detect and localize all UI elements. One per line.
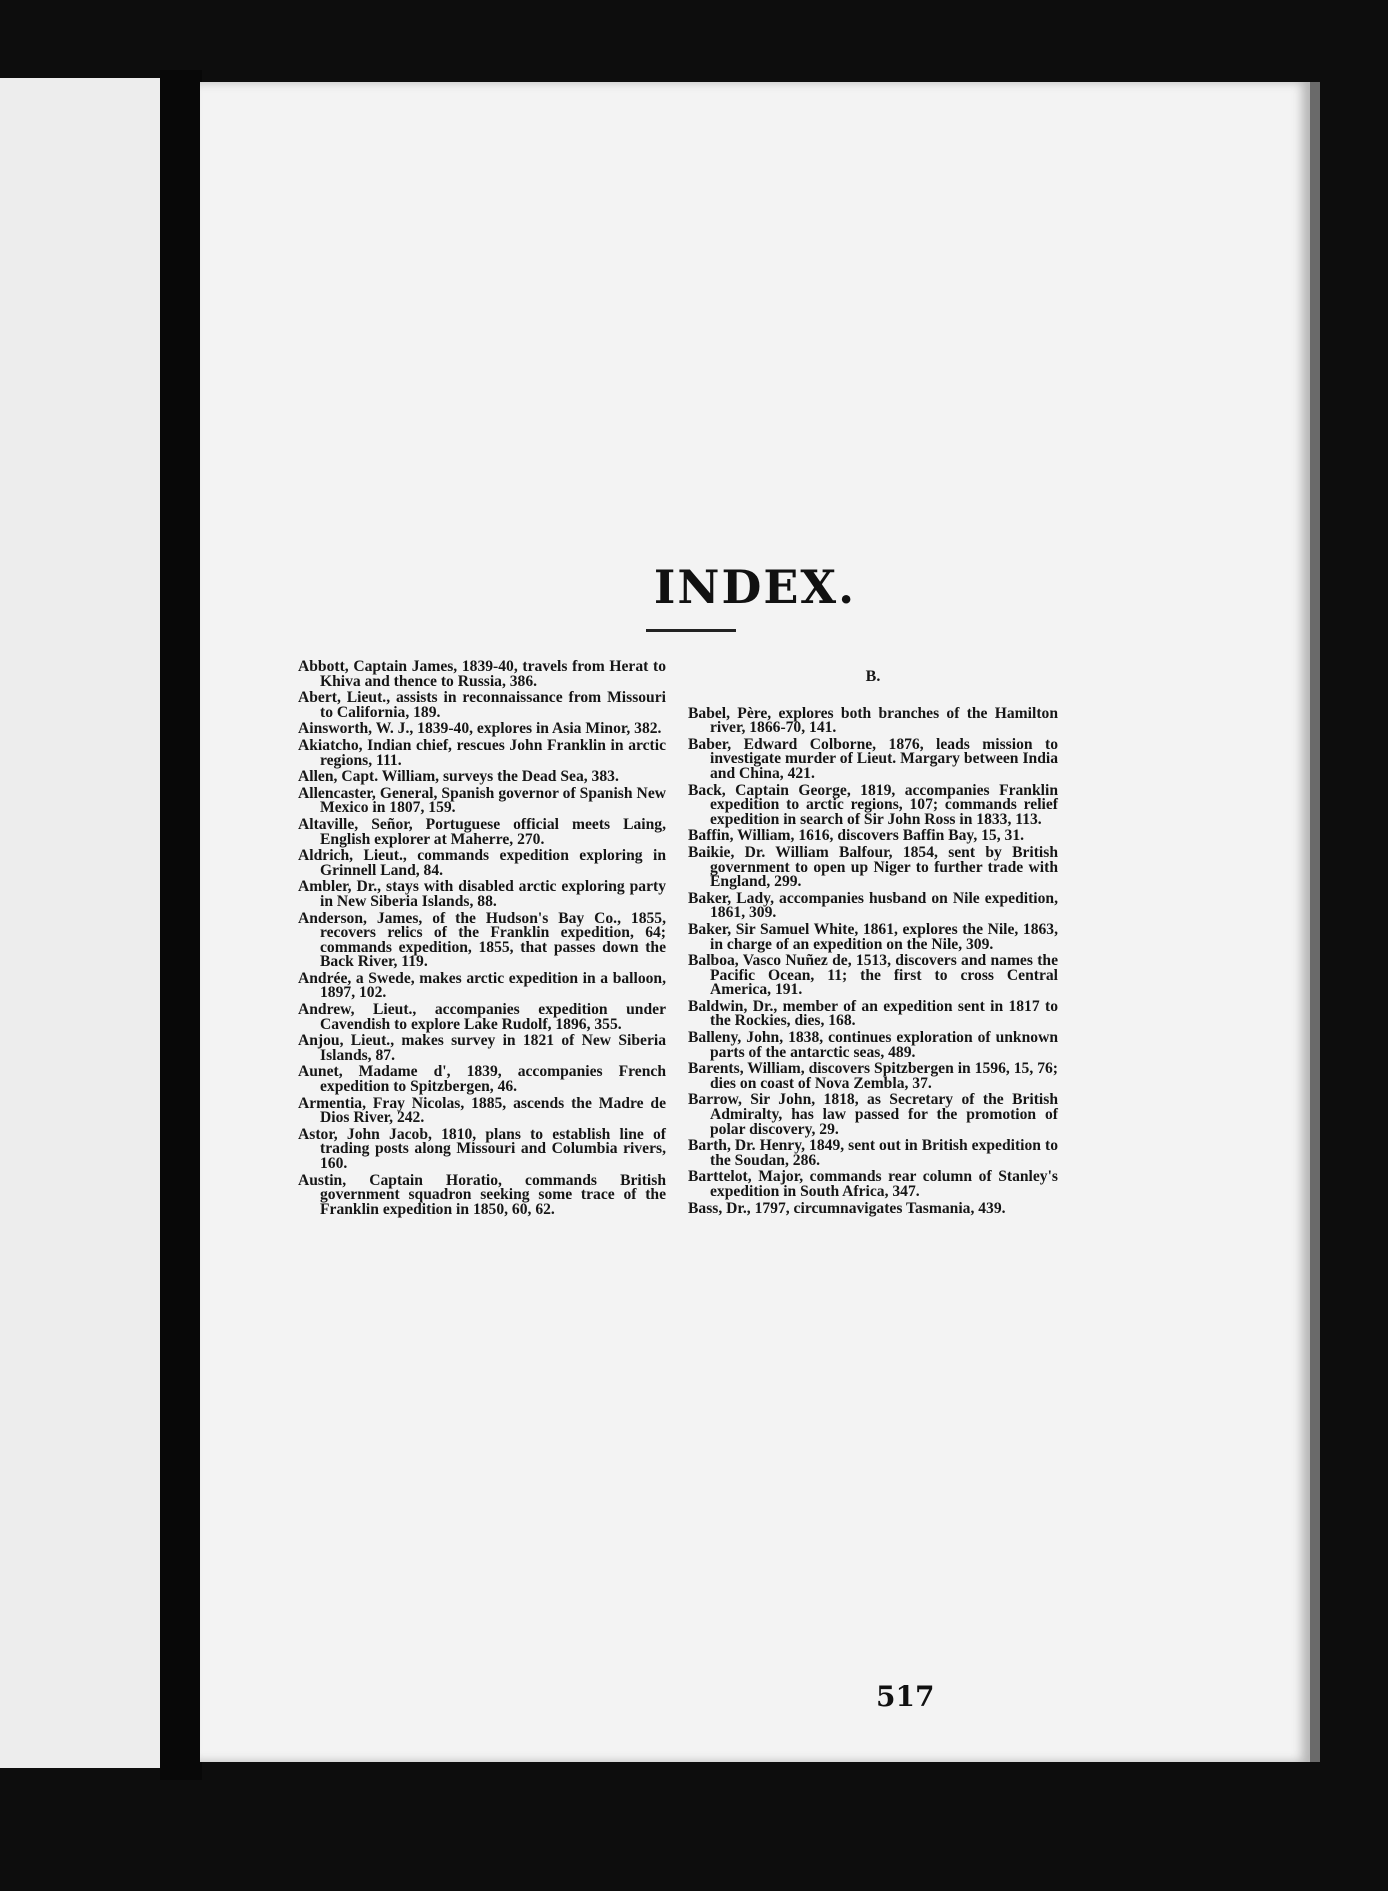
page-number: 517 [876, 1680, 935, 1713]
index-entry: Abert, Lieut., assists in reconnaissance from Missouri to California, 189. [298, 689, 666, 721]
index-entry: Akiatcho, Indian chief, rescues John Franklin in arctic regions, 111. [298, 736, 666, 769]
section-letter: B. [865, 668, 881, 685]
index-column-right [688, 660, 1058, 1218]
index-entry: Baker, Lady, accompanies husband on Nile expedition, 1861, 309. [688, 889, 1058, 922]
book-gutter [160, 70, 202, 1780]
title-rule [646, 629, 736, 632]
index-entry: Aldrich, Lieut., commands expedition exploring in Grinnell Land, 84. [298, 847, 666, 879]
index-column-left [298, 660, 666, 1219]
index-entry: Baldwin, Dr., member of an expedition sent in 1817 to the Rockies, dies, 168. [688, 997, 1058, 1030]
index-entry: Astor, John Jacob, 1810, plans to establish line of trading posts along Missouri and Columbia rivers, 160. [298, 1125, 666, 1172]
index-entry: Balleny, John, 1838, continues exploration of unknown parts of the antarctic seas, 489. [688, 1029, 1058, 1061]
index-entry: Back, Captain George, 1819, accompanies Franklin expedition to arctic regions, 107; commands relief expedition in search of Sir John Ross in 1833, 113. [688, 781, 1058, 828]
facing-page [0, 78, 160, 1768]
index-entry: Andrée, a Swede, makes arctic expedition in a balloon, 1897, 102. [298, 969, 666, 1002]
index-entry: Aunet, Madame d', 1839, accompanies French expedition to Spitzbergen, 46. [298, 1063, 666, 1096]
index-entry: Altaville, Señor, Portuguese official meets Laing, English explorer at Maherre, 270. [298, 815, 666, 848]
index-entry: Barrow, Sir John, 1818, as Secretary of the British Admiralty, has law passed for the promotion of polar discovery, 29. [688, 1091, 1058, 1138]
index-entry: Baikie, Dr. William Balfour, 1854, sent by British government to open up Niger to further trade with England, 299. [688, 843, 1058, 891]
index-entry: Abbott, Captain James, 1839-40, travels from Herat to Khiva and thence to Russia, 386. [298, 658, 666, 690]
index-entry: Ainsworth, W. J., 1839-40, explores in Asia Minor, 382. [298, 720, 662, 738]
index-entry: Baffin, William, 1616, discovers Baffin Bay, 15, 31. [688, 827, 1025, 845]
index-entry: Armentia, Fray Nicolas, 1885, ascends the Madre de Dios River, 242. [298, 1094, 666, 1127]
index-entry: Anderson, James, of the Hudson's Bay Co., 1855, recovers relics of the Franklin expedition, 64; commands expedition, 1855, that passes down the Back River, 119. [298, 909, 666, 971]
index-entry: Allen, Capt. William, surveys the Dead Sea, 383. [298, 768, 619, 786]
index-page [200, 82, 1320, 1762]
index-entry: Ambler, Dr., stays with disabled arctic exploring party in New Siberia Islands, 88. [298, 878, 666, 910]
index-entry: Barents, William, discovers Spitzbergen in 1596, 15, 76; dies on coast of Nova Zembla, 37. [688, 1060, 1058, 1092]
index-entry: Barttelot, Major, commands rear column of Stanley's expedition in South Africa, 347. [688, 1168, 1058, 1200]
index-entry: Barth, Dr. Henry, 1849, sent out in British expedition to the Soudan, 286. [688, 1137, 1058, 1169]
index-entry: Anjou, Lieut., makes survey in 1821 of New Siberia Islands, 87. [298, 1032, 666, 1064]
index-entry: Allencaster, General, Spanish governor of Spanish New Mexico in 1807, 159. [298, 784, 666, 817]
index-entry: Baker, Sir Samuel White, 1861, explores the Nile, 1863, in charge of an expedition on the Nile, 309. [688, 920, 1058, 953]
index-entry: Balboa, Vasco Nuñez de, 1513, discovers and names the Pacific Ocean, 11; the first to cross Central America, 191. [688, 952, 1058, 999]
index-entry: Austin, Captain Horatio, commands British government squadron seeking some trace of the Franklin expedition in 1850, 60, 62. [298, 1171, 666, 1218]
page-title: INDEX. [653, 560, 857, 614]
index-entry: Bass, Dr., 1797, circumnavigates Tasmania, 439. [688, 1199, 1006, 1217]
index-entry: Baber, Edward Colborne, 1876, leads mission to investigate murder of Lieut. Margary between India and China, 421. [688, 735, 1058, 782]
index-entry: Andrew, Lieut., accompanies expedition under Cavendish to explore Lake Rudolf, 1896, 355. [298, 1001, 666, 1033]
index-entry: Babel, Père, explores both branches of the Hamilton river, 1866-70, 141. [688, 704, 1058, 737]
